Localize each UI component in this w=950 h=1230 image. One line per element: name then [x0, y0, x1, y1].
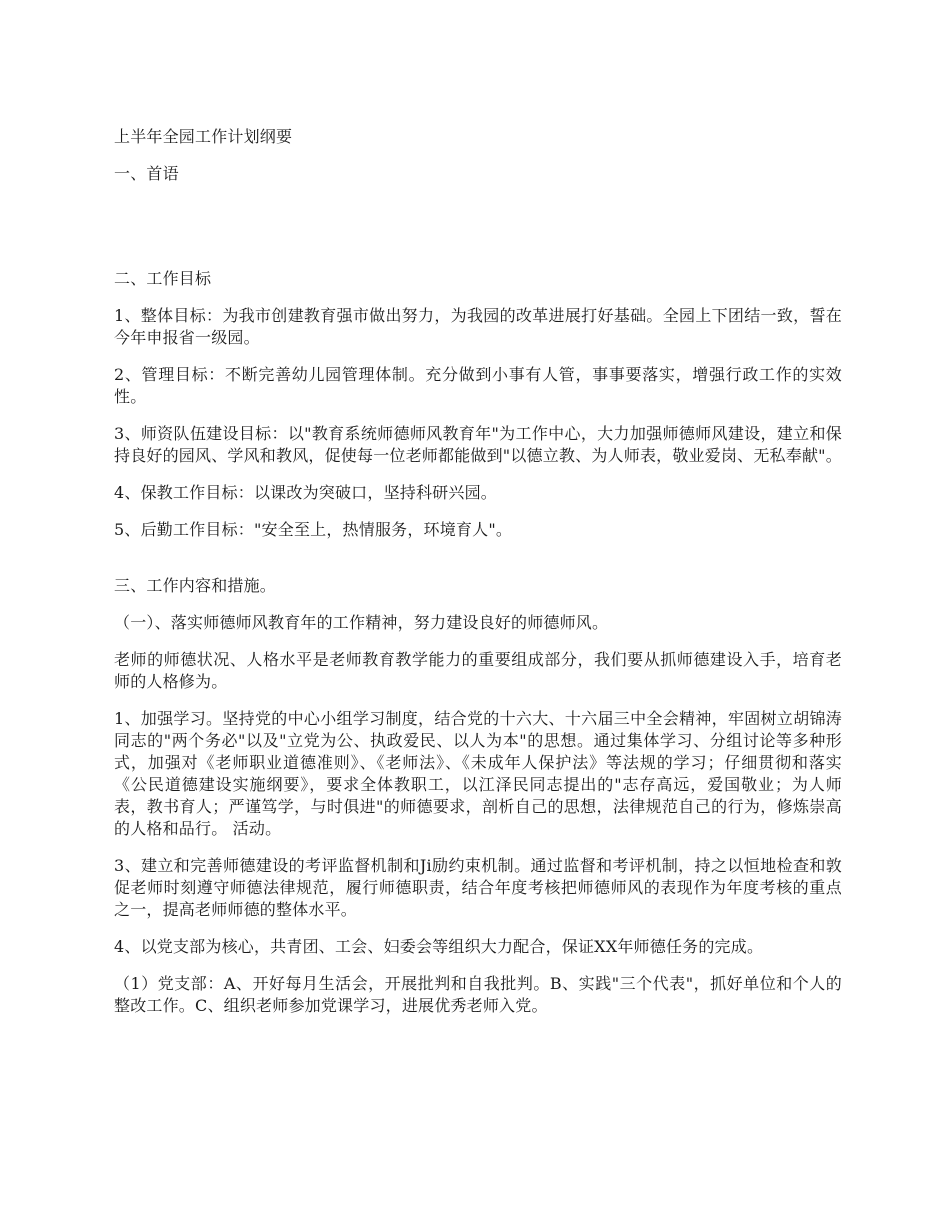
section-heading-goals: 二、工作目标	[114, 269, 212, 288]
blank-space	[114, 200, 842, 268]
section-heading-measures: 三、工作内容和措施。	[114, 576, 277, 595]
paragraph-ethics-intro: 老师的师德状况、人格水平是老师教育教学能力的重要组成部分，我们要从抓师德建设入手，培育老师的人格修为。	[114, 650, 842, 691]
blank-space	[114, 556, 842, 575]
goal-staff: 3、师资队伍建设目标：以"教育系统师德师风教育年"为工作中心，大力加强师德师风建设，建立和保持良好的园风、学风和教风，促使每一位老师都能做到"以德立教、为人师表，敬业爱岗、无私奉献"。	[114, 424, 842, 465]
goal-teaching: 4、保教工作目标：以课改为突破口，坚持科研兴园。	[114, 483, 497, 502]
measure-study: 1、加强学习。坚持党的中心小组学习制度，结合党的十六大、十六届三中全会精神，牢固树立胡锦涛同志的"两个务必"以及"立党为公、执政爱民、以人为本"的思想。通过集体学习、分组讨论等多种形式，加强对《老师职业道德准则》、《老师法》、《未成年人保护法》等法规的学习；仔细贯彻和落实《公民道德建设实施纲要》，要求全体教职工，以江泽民同志提出的"志存高远，爱国敬业；为人师表，教书育人；严谨笃学，与时俱进"的师德要求，剖析自己的思想，法律规范自己的行为，修炼崇高的人格和品行。 活动。	[114, 709, 842, 838]
document-title: 上半年全园工作计划纲要	[114, 127, 293, 146]
goal-management: 2、管理目标：不断完善幼儿园管理体制。充分做到小事有人管，事事要落实，增强行政工作的实效性。	[114, 365, 842, 406]
goal-overall: 1、整体目标：为我市创建教育强市做出努力，为我园的改革进展打好基础。全园上下团结一致，誓在今年申报省一级园。	[114, 306, 842, 347]
subsection-heading-ethics: （一）、落实师德师风教育年的工作精神，努力建设良好的师德师风。	[114, 613, 609, 632]
party-branch-item: （1）党支部：A、开好每月生活会，开展批判和自我批判。B、实践"三个代表"，抓好单位和个人的整改工作。C、组织老师参加党课学习，进展优秀老师入党。	[114, 974, 842, 1015]
document-body	[114, 126, 842, 1032]
goal-logistics: 5、后勤工作目标："安全至上，热情服务，环境育人"。	[114, 520, 513, 539]
measure-party-core: 4、以党支部为核心，共青团、工会、妇委会等组织大力配合，保证XX年师德任务的完成。	[114, 937, 764, 956]
measure-supervision: 3、建立和完善师德建设的考评监督机制和Ji励约束机制。通过监督和考评机制，持之以恒地检查和敦促老师时刻遵守师德法律规范，履行师德职责，结合年度考核把师德师风的表现作为年度考核的重点之一，提高老师师德的整体水平。	[114, 856, 842, 919]
section-heading-preface: 一、首语	[114, 164, 179, 183]
